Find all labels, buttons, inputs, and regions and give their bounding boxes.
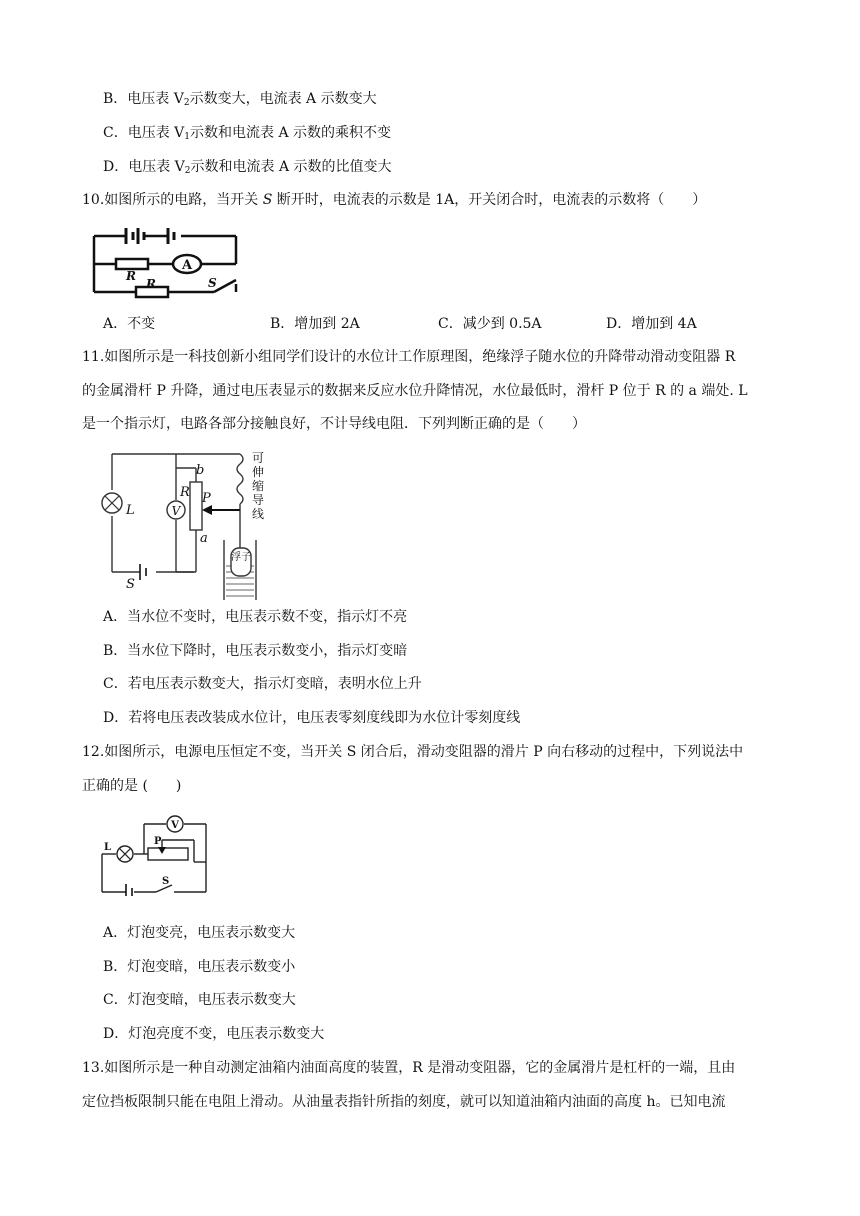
q11-circuit-figure — [100, 448, 272, 602]
q12-lamp-label: L — [104, 842, 112, 853]
q11-wire-label-char-1: 可 — [252, 451, 265, 465]
q12-switch-label: S — [162, 876, 170, 887]
q10-resistor1-label: R — [126, 269, 136, 283]
q11-stem-line1: 11.如图所示是一科技创新小组同学们设计的水位计工作原理图，绝缘浮子随水位的升降带动滑动变阻器 R — [82, 349, 736, 365]
q10-stem: 10.如图所示的电路，当开关 S 断开时，电流表的示数是 1A，开关闭合时，电流表的示数将（ ） — [82, 192, 707, 208]
q11-end-a-label: a — [200, 531, 208, 546]
q10-options — [103, 314, 763, 334]
q12-stem-line1: 12.如图所示，电源电压恒定不变，当开关 S 闭合后，滑动变阻器的滑片 P 向右移动的过程中，下列说法中 — [82, 744, 744, 760]
q11-float-label: 浮子 — [231, 552, 251, 563]
q11-option-a: A．当水位不变时，电压表示数不变，指示灯不亮 — [103, 609, 408, 625]
q10-switch-label: S — [208, 276, 217, 290]
q12-slider-label: P — [154, 836, 162, 847]
q12-voltmeter-label: V — [171, 820, 179, 831]
q10-ammeter-label: A — [181, 258, 193, 273]
q10-option-d: D．增加到 4A — [606, 316, 697, 332]
q11-option-c: C．若电压表示数变大，指示灯变暗，表明水位上升 — [103, 676, 422, 692]
q12-option-d: D．灯泡亮度不变，电压表示数变大 — [103, 1026, 325, 1042]
q11-wire-label-char-4: 导 — [252, 493, 265, 507]
q12-option-a: A．灯泡变亮，电压表示数变大 — [103, 925, 296, 941]
q11-resistor-label: R — [180, 485, 190, 500]
q11-slider-label: P — [202, 491, 211, 506]
q11-voltmeter-label: V — [171, 504, 181, 518]
q9-option-d: D．电压表 $V_2$示数和电流表 A 示数的比值变大 — [103, 159, 392, 176]
q11-stem-line3: 是一个指示灯，电路各部分接触良好，不计导线电阻．下列判断正确的是（ ） — [82, 416, 586, 432]
q10-resistor2-label: R — [146, 277, 156, 291]
q9-option-c: C．电压表 $V_1$示数和电流表 A 示数的乘积不变 — [103, 125, 392, 142]
q11-switch-label: S — [126, 577, 135, 592]
q12-stem-line2: 正确的是 ( ) — [82, 778, 182, 794]
q10-option-b: B．增加到 2A — [270, 316, 360, 332]
q11-wire-label-char-5: 线 — [252, 507, 265, 521]
q11-option-b: B．当水位下降时，电压表示数变小，指示灯变暗 — [103, 643, 408, 659]
q12-option-b: B．灯泡变暗，电压表示数变小 — [103, 959, 296, 975]
q11-stem-line2: 的金属滑杆 P 升降，通过电压表显示的数据来反应水位升降情况，水位最低时，滑杆 P 位于 R 的 a 端处. L — [82, 383, 748, 399]
q11-option-d: D．若将电压表改装成水位计，电压表零刻度线即为水位计零刻度线 — [103, 710, 521, 726]
q12-circuit-figure — [98, 810, 214, 896]
q11-wire-label-char-2: 伸 — [252, 465, 265, 479]
q12-option-c: C．灯泡变暗，电压表示数变大 — [103, 992, 296, 1008]
q11-end-b-label: b — [196, 463, 205, 478]
q9-option-b: B．电压表 $V_2$示数变大，电流表 A 示数变大 — [103, 91, 377, 108]
q10-circuit-figure — [86, 224, 250, 300]
q13-stem-line2: 定位挡板限制只能在电阻上滑动。从油量表指针所指的刻度，就可以知道油箱内油面的高度 h。已知电流 — [82, 1094, 726, 1110]
q11-lamp-label: L — [126, 503, 135, 518]
q13-stem-line1: 13.如图所示是一种自动测定油箱内油面高度的装置，R 是滑动变阻器，它的金属滑片是杠杆的一端，且由 — [82, 1060, 736, 1076]
q11-wire-label-char-3: 缩 — [252, 479, 265, 493]
q10-option-a: A．不变 — [103, 316, 156, 332]
q10-option-c: C．减少到 0.5A — [438, 316, 542, 332]
